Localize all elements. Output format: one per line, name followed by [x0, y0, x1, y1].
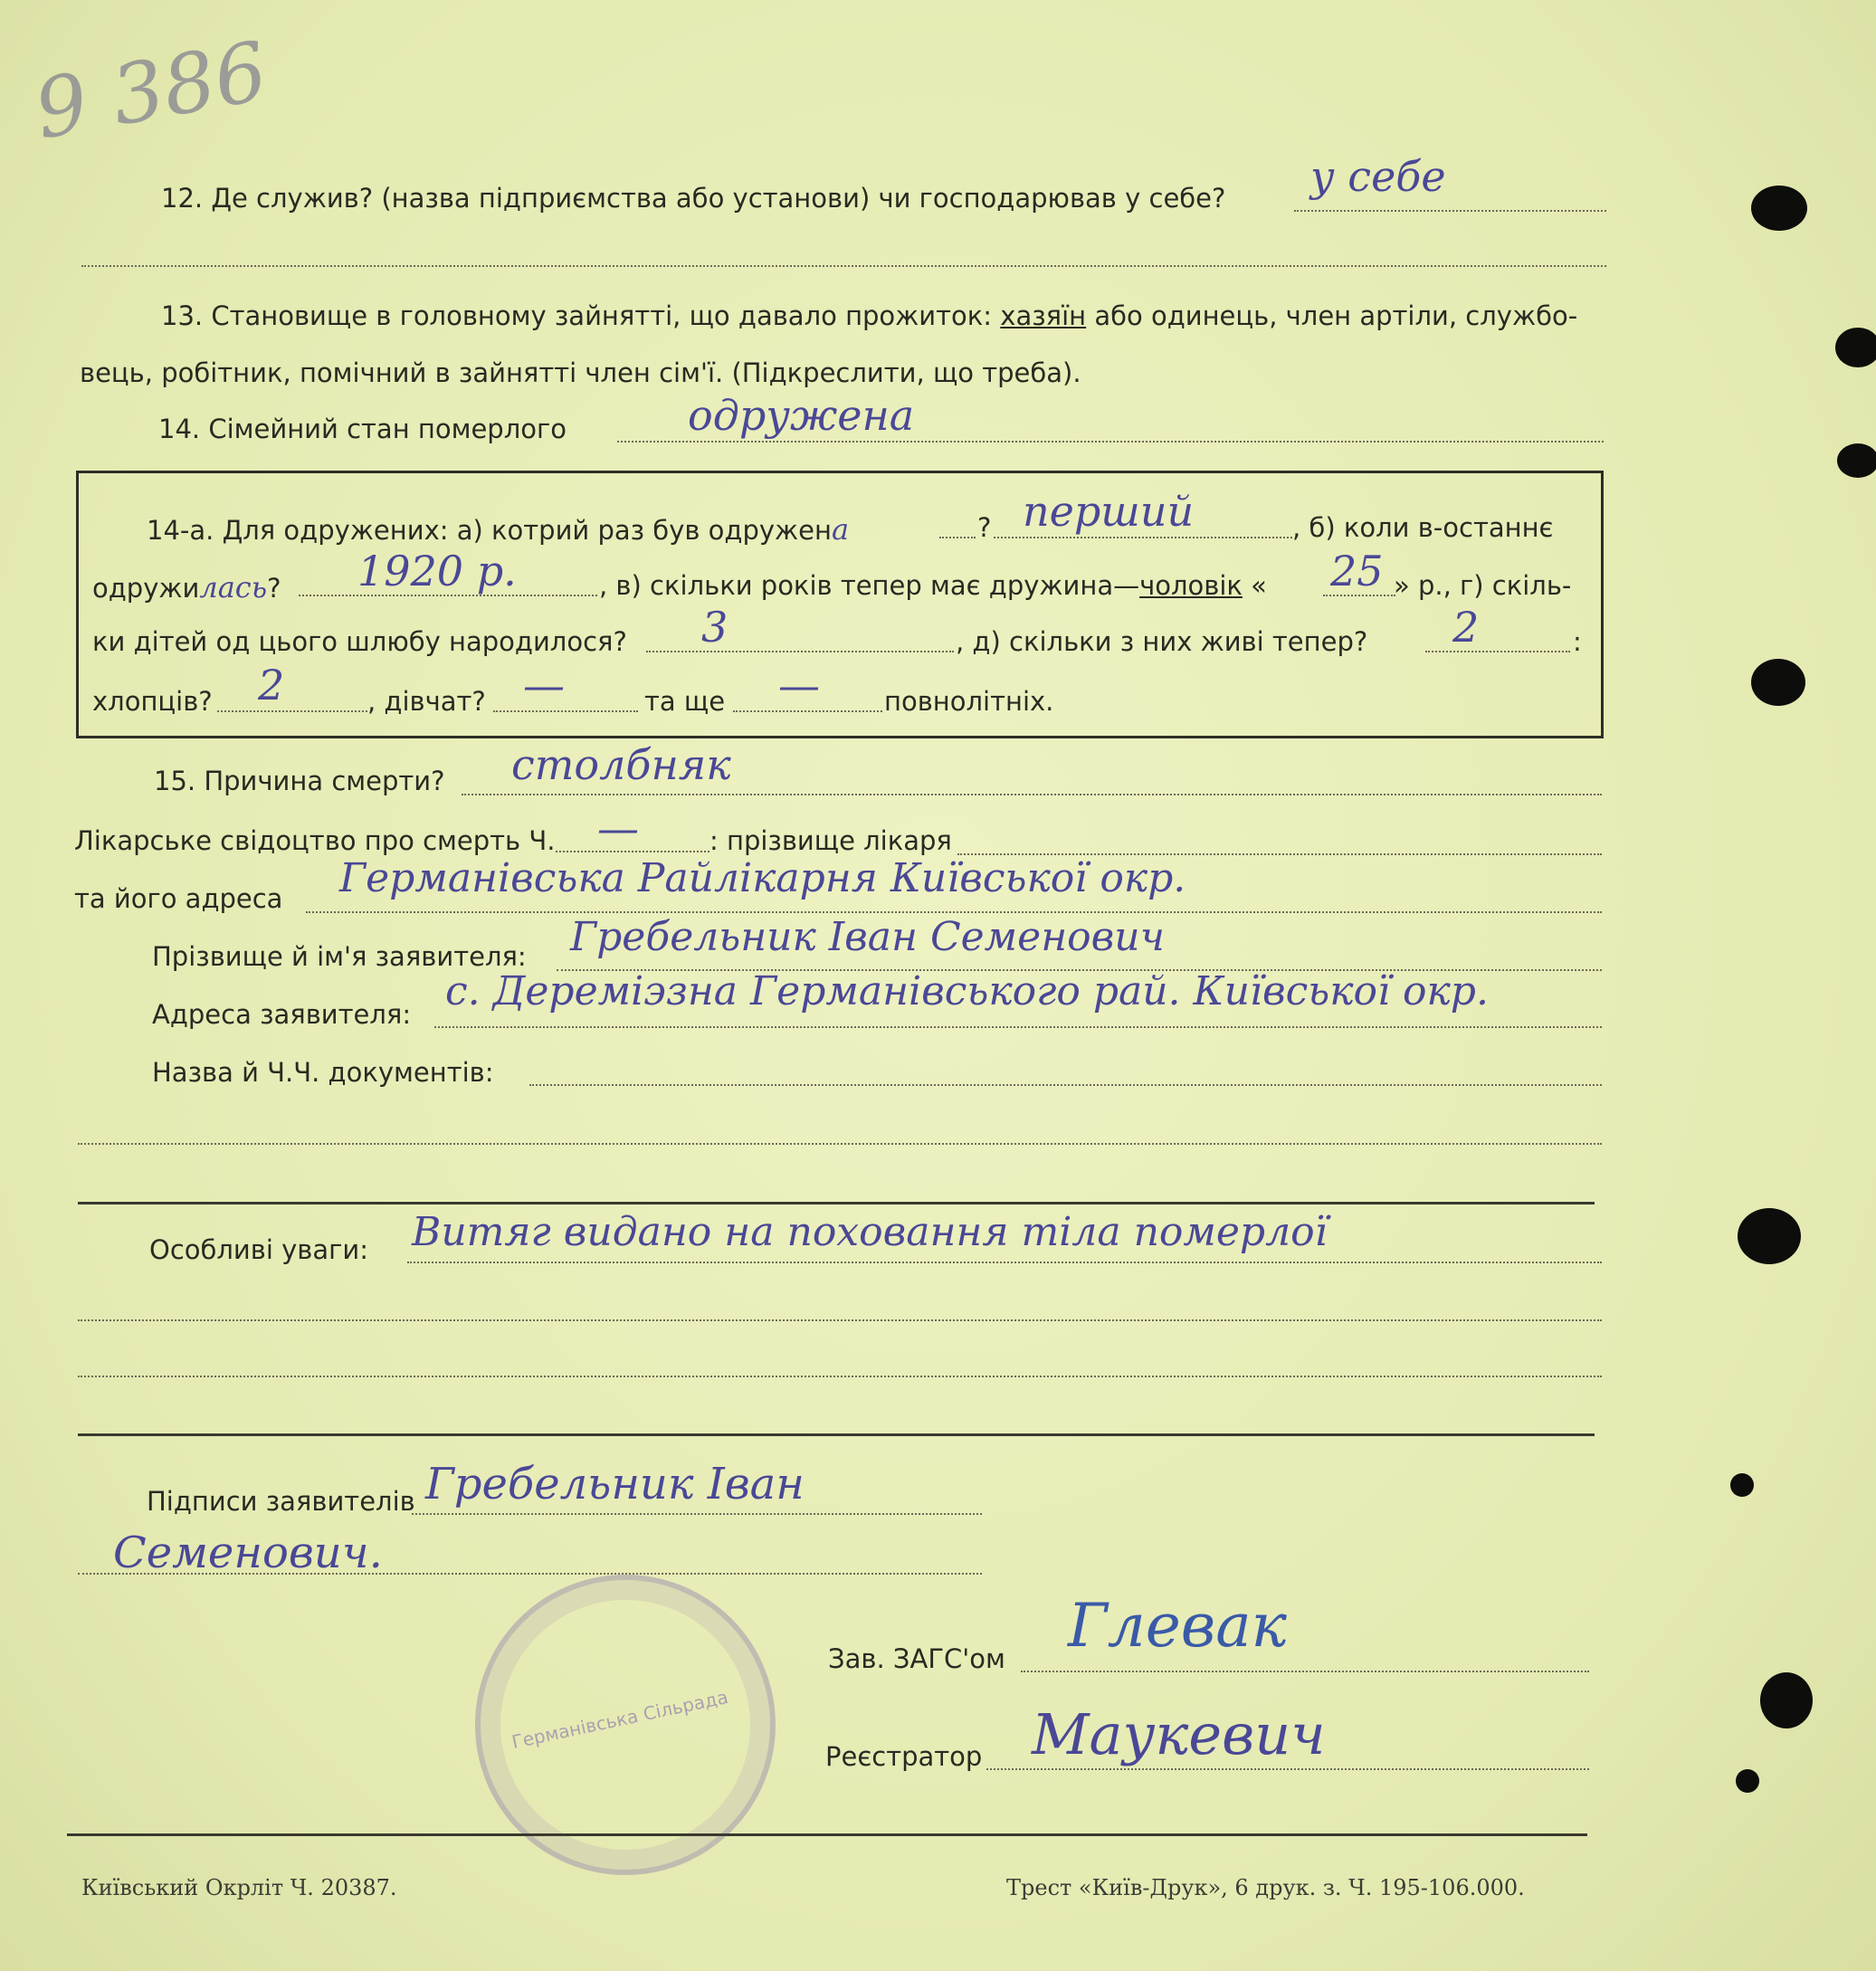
punch-hole [1837, 443, 1876, 478]
q14a-label-i: , дівчат? [367, 686, 486, 717]
punch-hole [1760, 1672, 1813, 1728]
registrar-label: Реєстратор [825, 1741, 983, 1772]
q14a-fill-boys [217, 710, 367, 712]
registrar-fill [986, 1768, 1589, 1770]
q14a-fill-more [733, 710, 882, 712]
q14a-line-2-mid [599, 570, 1267, 601]
signatures-fill-1 [412, 1513, 982, 1515]
notes-label: Особливі уваги: [149, 1234, 369, 1265]
q14a-a-answer: перший [1023, 487, 1195, 536]
doctor-label-a: Лікарське свідоцтво про смерть Ч. [74, 825, 556, 856]
footer-right: Трест «Київ-Друк», 6 друк. з. Ч. 195-106.000. [1006, 1875, 1525, 1900]
q15-fill-line [462, 794, 1602, 795]
q14a-label-d2: чоловік [1139, 570, 1243, 601]
q14a-g-answer: 3 [701, 603, 728, 652]
q14a-box [76, 471, 1604, 738]
q14a-more: — [778, 661, 820, 709]
q13-line-2: вець, робітник, помічний в зайнятті член сім'ї. (Підкреслити, що треба). [80, 357, 1081, 388]
q15-answer: столбняк [511, 740, 731, 789]
q12-fill-line [1294, 210, 1606, 212]
q14a-girls: — [523, 661, 565, 709]
applicant-fill-docs [529, 1084, 1602, 1086]
q14a-line-1 [147, 512, 849, 547]
signature-1: Гребельник Іван [425, 1459, 805, 1509]
q14a-fill-g [646, 651, 954, 652]
q14a-v-answer: 25 [1330, 547, 1384, 595]
q14-fill-line [617, 441, 1604, 443]
q14a-label-h: хлопців? [92, 686, 213, 717]
applicant-name-label: Прізвище й ім'я заявителя: [152, 941, 527, 972]
q15-label: 15. Причина смерти? [154, 766, 445, 796]
punch-hole [1736, 1769, 1759, 1793]
q14a-label-b: , б) коли в-останнє [1292, 512, 1554, 543]
q14a-d-answer: 2 [1452, 603, 1480, 652]
q14a-label-a: 14-а. Для одружених: а) котрий раз був одружен [147, 515, 832, 546]
signatures-label: Підписи заявителів [147, 1486, 415, 1517]
footer-left: Київський Окрліт Ч. 20387. [81, 1875, 397, 1900]
applicant-name: Гребельник Іван Семенович [570, 914, 1165, 960]
q14a-fill-a2 [994, 537, 1292, 538]
signature-2: Семенович. [113, 1528, 383, 1578]
q14a-q-c: ? [267, 573, 281, 604]
applicant-address: с. Дереміэзна Германівського рай. Київської окр. [445, 968, 1489, 1014]
doctor-cert-no: — [597, 804, 639, 852]
q14a-label-c: одружи [92, 573, 200, 604]
archive-pencil-mark: 9 386 [27, 24, 274, 158]
q14a-line-2-start [92, 570, 281, 605]
applicant-fill-docs-2 [78, 1143, 1602, 1145]
q14a-label-g: , д) скільки з них живі тепер? [956, 626, 1368, 657]
q14a-label-j: та ще [644, 686, 726, 717]
punch-hole [1835, 328, 1876, 367]
punch-hole [1730, 1473, 1754, 1497]
stamp-text: Германівська Сільрада [509, 1685, 730, 1754]
q14-answer: одружена [688, 391, 915, 440]
q12-fill-line-2 [81, 265, 1606, 267]
q14a-label-g-end: : [1573, 626, 1582, 657]
q14a-label-f: ки дітей од цього шлюбу народилося? [92, 626, 627, 657]
q13-line-1 [161, 300, 1577, 331]
q14a-label-d: , в) скільки років тепер має дружина— [599, 570, 1140, 601]
q14a-fill-v [1323, 595, 1395, 596]
q14a-label-d3: « [1251, 570, 1267, 601]
doctor-address-label: та його адреса [74, 883, 283, 914]
q14a-q-a: ? [977, 512, 992, 543]
q14a-label-e: » р., г) скіль- [1394, 570, 1572, 601]
doctor-address: Германівська Райлікарня Київської окр. [339, 855, 1186, 901]
applicant-address-label: Адреса заявителя: [152, 999, 412, 1030]
q14a-fill-a1 [939, 537, 976, 538]
notes-fill-1 [407, 1262, 1602, 1263]
q12-answer: у себе [1310, 152, 1446, 201]
q14a-a-suffix: а [831, 512, 850, 547]
notes-fill-2 [78, 1319, 1602, 1321]
q14-label: 14. Сімейний стан померлого [158, 414, 567, 444]
registrar-signature: Маукевич [1032, 1701, 1326, 1767]
punch-hole [1738, 1208, 1801, 1264]
zags-fill [1021, 1671, 1589, 1672]
punch-hole [1751, 186, 1807, 231]
q14a-b-answer: 1920 р. [357, 547, 517, 595]
applicant-fill-address [434, 1026, 1602, 1028]
q13-label-b: або одинець, член артіли, службо- [1094, 300, 1578, 331]
divider-2 [78, 1433, 1595, 1436]
notes-text: Витяг видано на поховання тіла померлої [412, 1209, 1328, 1255]
q14a-boys: 2 [258, 661, 285, 709]
doctor-fill-address [306, 911, 1602, 913]
q14a-c-suffix: лась [199, 570, 268, 605]
punch-hole [1751, 659, 1805, 706]
q12-label: 12. Де служив? (назва підприємства або установи) чи господарював у себе? [161, 183, 1226, 214]
q14a-label-k: повнолітніх. [884, 686, 1054, 717]
applicant-docs-label: Назва й Ч.Ч. документів: [152, 1057, 494, 1088]
zags-label: Зав. ЗАГС'ом [828, 1643, 1005, 1674]
q13-underlined-choice: хазяїн [1000, 300, 1087, 331]
notes-fill-3 [78, 1376, 1602, 1377]
zags-signature: Глевак [1068, 1591, 1287, 1661]
q14a-fill-girls [493, 710, 638, 712]
divider-1 [78, 1202, 1595, 1204]
doctor-label-b: : прізвище лікаря [709, 825, 952, 856]
q13-label-a: 13. Становище в головному зайнятті, що давало прожиток: [161, 300, 993, 331]
q14a-fill-d [1425, 651, 1570, 652]
divider-3 [67, 1833, 1587, 1836]
